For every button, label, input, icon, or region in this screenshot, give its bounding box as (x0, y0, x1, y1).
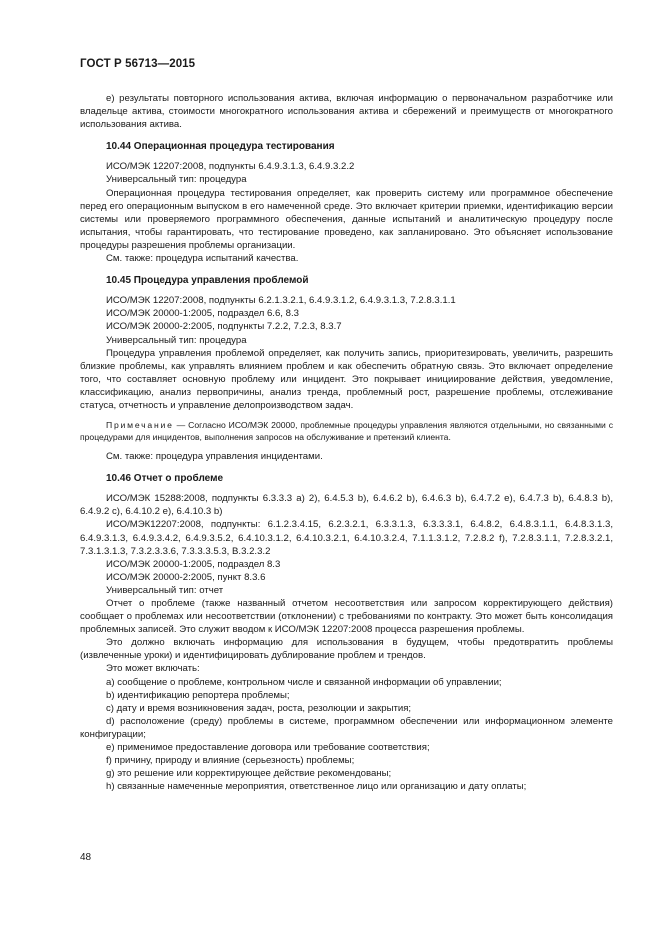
section-10-46-type: Универсальный тип: отчет (106, 584, 224, 596)
section-10-45-type: Универсальный тип: процедура (106, 334, 247, 346)
section-10-44-ref: ИСО/МЭК 12207:2008, подпункты 6.4.9.3.1.3, 6.4.9.3.2.2 (106, 161, 355, 173)
list-item: f) причину, природу и влияние (серьезность) проблемы; (106, 755, 355, 767)
list-item: а) сообщение о проблеме, контрольном числе и связанной информации об управлении; (106, 676, 502, 688)
list-intro: Это может включать: (106, 663, 200, 675)
list-item: d) расположение (среду) проблемы в системе, программном обеспечении или информационном элементе конфигурации; (80, 715, 613, 740)
section-10-46-ref: ИСО/МЭК 20000-2:2005, пункт 8.3.6 (106, 571, 266, 583)
section-10-45-see-also: См. также: процедура управления инцидентами. (106, 451, 323, 463)
section-10-45-heading: 10.45 Процедура управления проблемой (106, 275, 309, 287)
list-item: e) применимое предоставление договора или требование соответствия; (106, 742, 430, 754)
section-10-45-ref: ИСО/МЭК 20000-1:2005, подраздел 6.6, 8.3 (106, 308, 299, 320)
section-10-46-body: Отчет о проблеме (также названный отчетом несоответствия или запросом корректирующего действия) сообщает о проблемах или несоответствии (отклонении) с требованиями по контракту. Это может быть консолидация проблемных записей. Это служит вводом к ИСО/МЭК 12207:2008 процесса разрешения проблемы. (80, 598, 613, 636)
list-item: g) это решение или корректирующее действие рекомендованы; (106, 768, 392, 780)
note-label: Примечание (106, 420, 174, 431)
page-number: 48 (80, 852, 92, 863)
section-10-44-see-also: См. также: процедура испытаний качества. (106, 253, 299, 265)
note-text: — Согласно ИСО/МЭК 20000, проблемные процедуры управления являются отдельными, но связанными с процедурами для инцидентов, выполнения запросов на обслуживание и претензий клиента. (80, 420, 613, 443)
intro-item-e: е) результаты повторного использования актива, включая информацию о первоначальном разработчике или владельце актива, стоимости многократного использования актива и сбережений и преимуществ от многократного использования актива. (80, 93, 613, 131)
section-10-44-body: Операционная процедура тестирования определяет, как проверить систему или программное обеспечение перед его операционным выпуском в его намеченной среде. Это включает критерии приемки, идентификацию версии системы или проверяемого программного обеспечения, данные испытаний и аналитическую процедуру после испытания, чтобы гарантировать, что тестирование проведено, как запланировано. Это объясняет использование процедуры разрешения проблемы организации. (80, 187, 613, 251)
document-header: ГОСТ Р 56713—2015 (80, 58, 196, 70)
section-10-44-type: Универсальный тип: процедура (106, 174, 247, 186)
section-10-46-ref: ИСО/МЭК12207:2008, подпункты: 6.1.2.3.4.15, 6.2.3.2.1, 6.3.3.1.3, 6.3.3.3.1, 6.4.8.2, 6.4.8.3.1.1, 6.4.8.3.1.3, 6.4.9.3.1.3, 6.4.9.3.4.2, 6.4.9.3.5.2, 6.4.10.3.1.2, 6.4.10.3.2.1, 6.4.10.3.2.4, 7.1.1.3.1.2, 7.2.8.2 f), 7.2.8.3.1.1, 7.2.8.3.2.1, 7.3.1.3.1.3, 7.3.2.3.3.6, 7.3.3.3.5.3, B.3.2.3.2 (80, 519, 613, 557)
section-10-45-body: Процедура управления проблемой определяет, как получить запись, приоритезировать, увеличить, разрешить близкие проблемы, как управлять влиянием проблем и как обеспечить обратную связь. Это включает определение того, что составляет основную проблему или инцидент. Это покрывает инициирование действия, уведомление, классификацию, анализ первопричины, анализ тренда, проблемный рост, разрешение проблемы, отслеживание статуса, отчетность и управление делопроизводством задач. (80, 347, 613, 411)
section-10-44-heading: 10.44 Операционная процедура тестирования (106, 141, 335, 153)
list-item: c) дату и время возникновения задач, роста, резолюции и закрытия; (106, 702, 412, 714)
section-10-45-ref: ИСО/МЭК 20000-2:2005, подпункты 7.2.2, 7.2.3, 8.3.7 (106, 321, 342, 333)
section-10-45-ref: ИСО/МЭК 12207:2008, подпункты 6.2.1.3.2.1, 6.4.9.3.1.2, 6.4.9.3.1.3, 7.2.8.3.1.1 (106, 295, 456, 307)
section-10-46-body: Это должно включать информацию для использования в будущем, чтобы предотвратить проблемы (извлеченные уроки) и идентифицировать дублирование проблем и трендов. (80, 637, 613, 662)
list-item: b) идентификацию репортера проблемы; (106, 689, 290, 701)
section-10-46-ref: ИСО/МЭК 15288:2008, подпункты 6.3.3.3 а) 2), 6.4.5.3 b), 6.4.6.2 b), 6.4.6.3 b), 6.4.7.2 e), 6.4.7.3 b), 6.4.8.3 b), 6.4.9.2 c), 6.4.10.2 e), 6.4.10.3 b) (80, 493, 613, 518)
section-10-45-note (80, 419, 613, 443)
list-item: h) связанные намеченные мероприятия, ответственное лицо или организацию и дату оплаты; (106, 781, 527, 793)
section-10-46-heading: 10.46 Отчет о проблеме (106, 473, 224, 485)
page-content (80, 92, 613, 793)
section-10-46-ref: ИСО/МЭК 20000-1:2005, подраздел 8.3 (106, 558, 281, 570)
